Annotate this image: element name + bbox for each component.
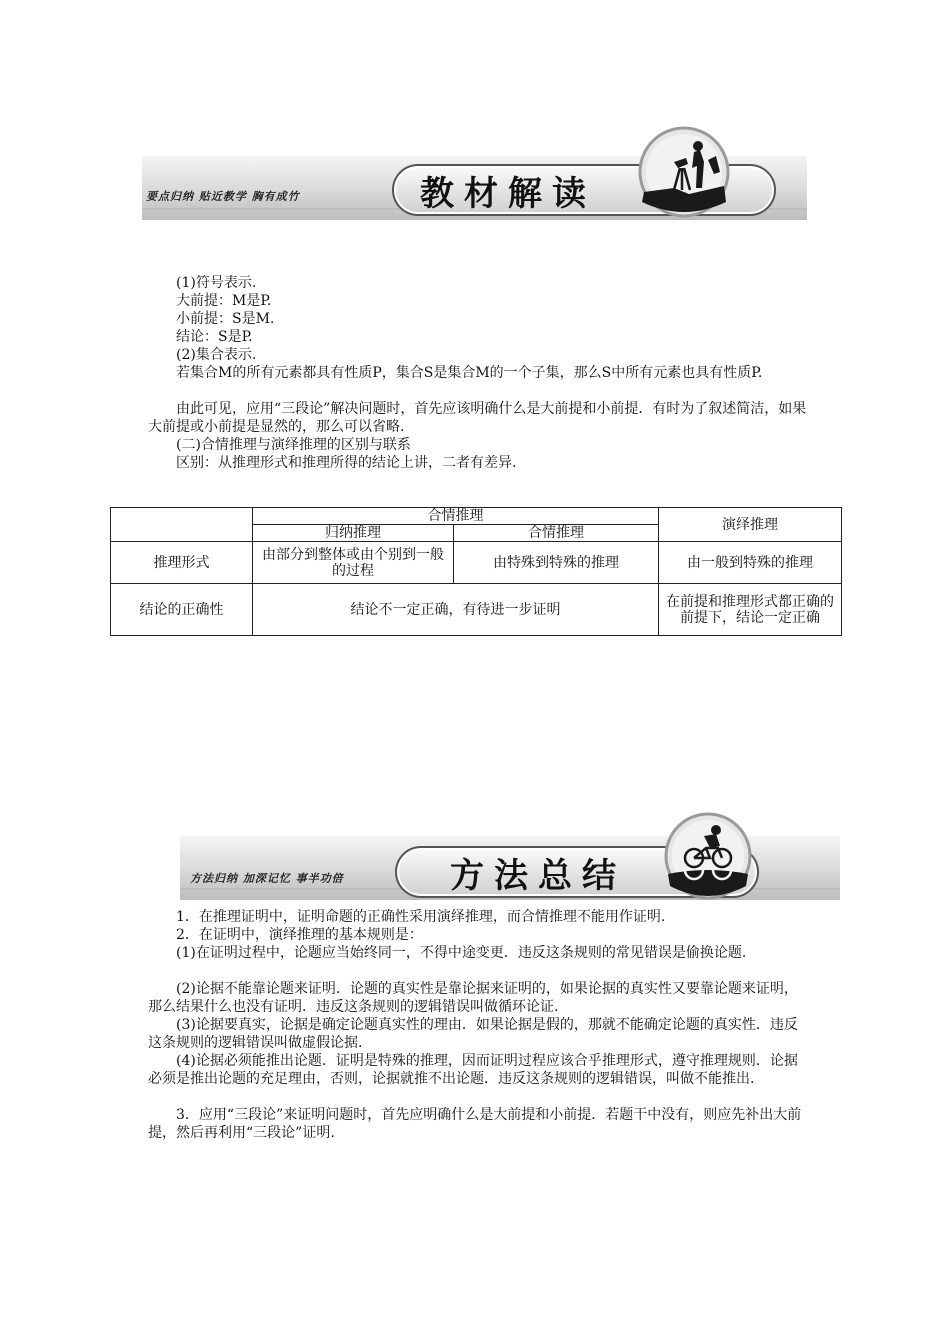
banner-title: 教材解读 [420, 174, 596, 214]
banner-slogan: 要点归纳 贴近教学 胸有成竹 [146, 190, 300, 203]
section1-line-1: (1)符号表示. [176, 275, 257, 291]
photographer-emblem-icon [634, 122, 734, 222]
textbook-interpretation-banner [142, 122, 807, 222]
section1-paragraph-set: 若集合M的所有元素都具有性质P，集合S是集合M的一个子集，那么S中所有元素也具有性质P. [176, 365, 763, 381]
reasoning-comparison-table [110, 507, 842, 636]
summary-item-1: 1．在推理证明中，证明命题的正确性采用演绎推理，而合情推理不能用作证明. [176, 909, 666, 925]
table-corner-cell [111, 508, 253, 525]
subheader-analogical: 合情推理 [454, 525, 659, 542]
summary-rule-1: (1)在证明过程中，论题应当始终同一，不得中途变更．违反这条规则的常见错误是偷换论题. [176, 945, 747, 961]
section1-line-5: (2)集合表示. [176, 347, 257, 363]
summary-rule-3: (3)论据要真实，论据是确定论题真实性的理由．如果论据是假的，那就不能确定论题的真实性．违反这条规则的逻辑错误叫做虚假论据. [148, 1017, 798, 1051]
method-summary-banner [180, 808, 840, 904]
cell-deductive-correctness: 在前提和推理形式都正确的前提下，结论一定正确 [659, 584, 842, 636]
header-deductive-reasoning: 演绎推理 [659, 508, 842, 542]
row-label-correctness: 结论的正确性 [111, 584, 253, 636]
row-label-form: 推理形式 [111, 542, 253, 584]
section1-line-4: 结论：S是P. [176, 329, 253, 345]
summary-rule-2: (2)论据不能靠论题来证明．论题的真实性是靠论据来证明的，如果论据的真实性又要靠论题来证明，那么结果什么也没有证明．违反这条规则的逻辑错误叫做循环论证. [148, 981, 798, 1015]
summary-item-3: 3．应用“三段论”来证明问题时，首先应明确什么是大前提和小前提．若题干中没有，则应先补出大前提，然后再利用“三段论”证明. [148, 1107, 802, 1141]
table-row [111, 542, 842, 584]
cyclist-emblem-icon [660, 808, 756, 904]
cell-deductive-form: 由一般到特殊的推理 [659, 542, 842, 584]
section1-heading: (二)合情推理与演绎推理的区别与联系 [176, 437, 411, 453]
cell-inductive-form: 由部分到整体或由个别到一般的过程 [253, 542, 454, 584]
banner-title: 方法总结 [450, 856, 626, 896]
section1-line-3: 小前提：S是M. [176, 311, 275, 327]
summary-item-2: 2．在证明中，演绎推理的基本规则是： [176, 927, 423, 943]
table-row [111, 584, 842, 636]
summary-rule-4: (4)论据必须能推出论题．证明是特殊的推理，因而证明过程应该合乎推理形式，遵守推理规则．论据必须是推出论题的充足理由，否则，论据就推不出论题．违反这条规则的逻辑错误，叫做不能推出. [148, 1053, 798, 1087]
banner-slogan: 方法归纳 加深记忆 事半功倍 [190, 872, 344, 885]
cell-plausible-correctness: 结论不一定正确，有待进一步证明 [253, 584, 659, 636]
section1-line-2: 大前提：M是P. [176, 293, 272, 309]
section1-difference: 区别：从推理形式和推理所得的结论上讲，二者有差异. [176, 455, 517, 471]
subheader-inductive: 归纳推理 [253, 525, 454, 542]
table-corner-cell [111, 525, 253, 542]
header-plausible-reasoning: 合情推理 [253, 508, 659, 525]
section1-paragraph-syllogism: 由此可见，应用“三段论”解决问题时，首先应该明确什么是大前提和小前提．有时为了叙述简洁，如果大前提或小前提是显然的，那么可以省略. [148, 401, 807, 435]
table-row [111, 508, 842, 525]
cell-analogical-form: 由特殊到特殊的推理 [454, 542, 659, 584]
